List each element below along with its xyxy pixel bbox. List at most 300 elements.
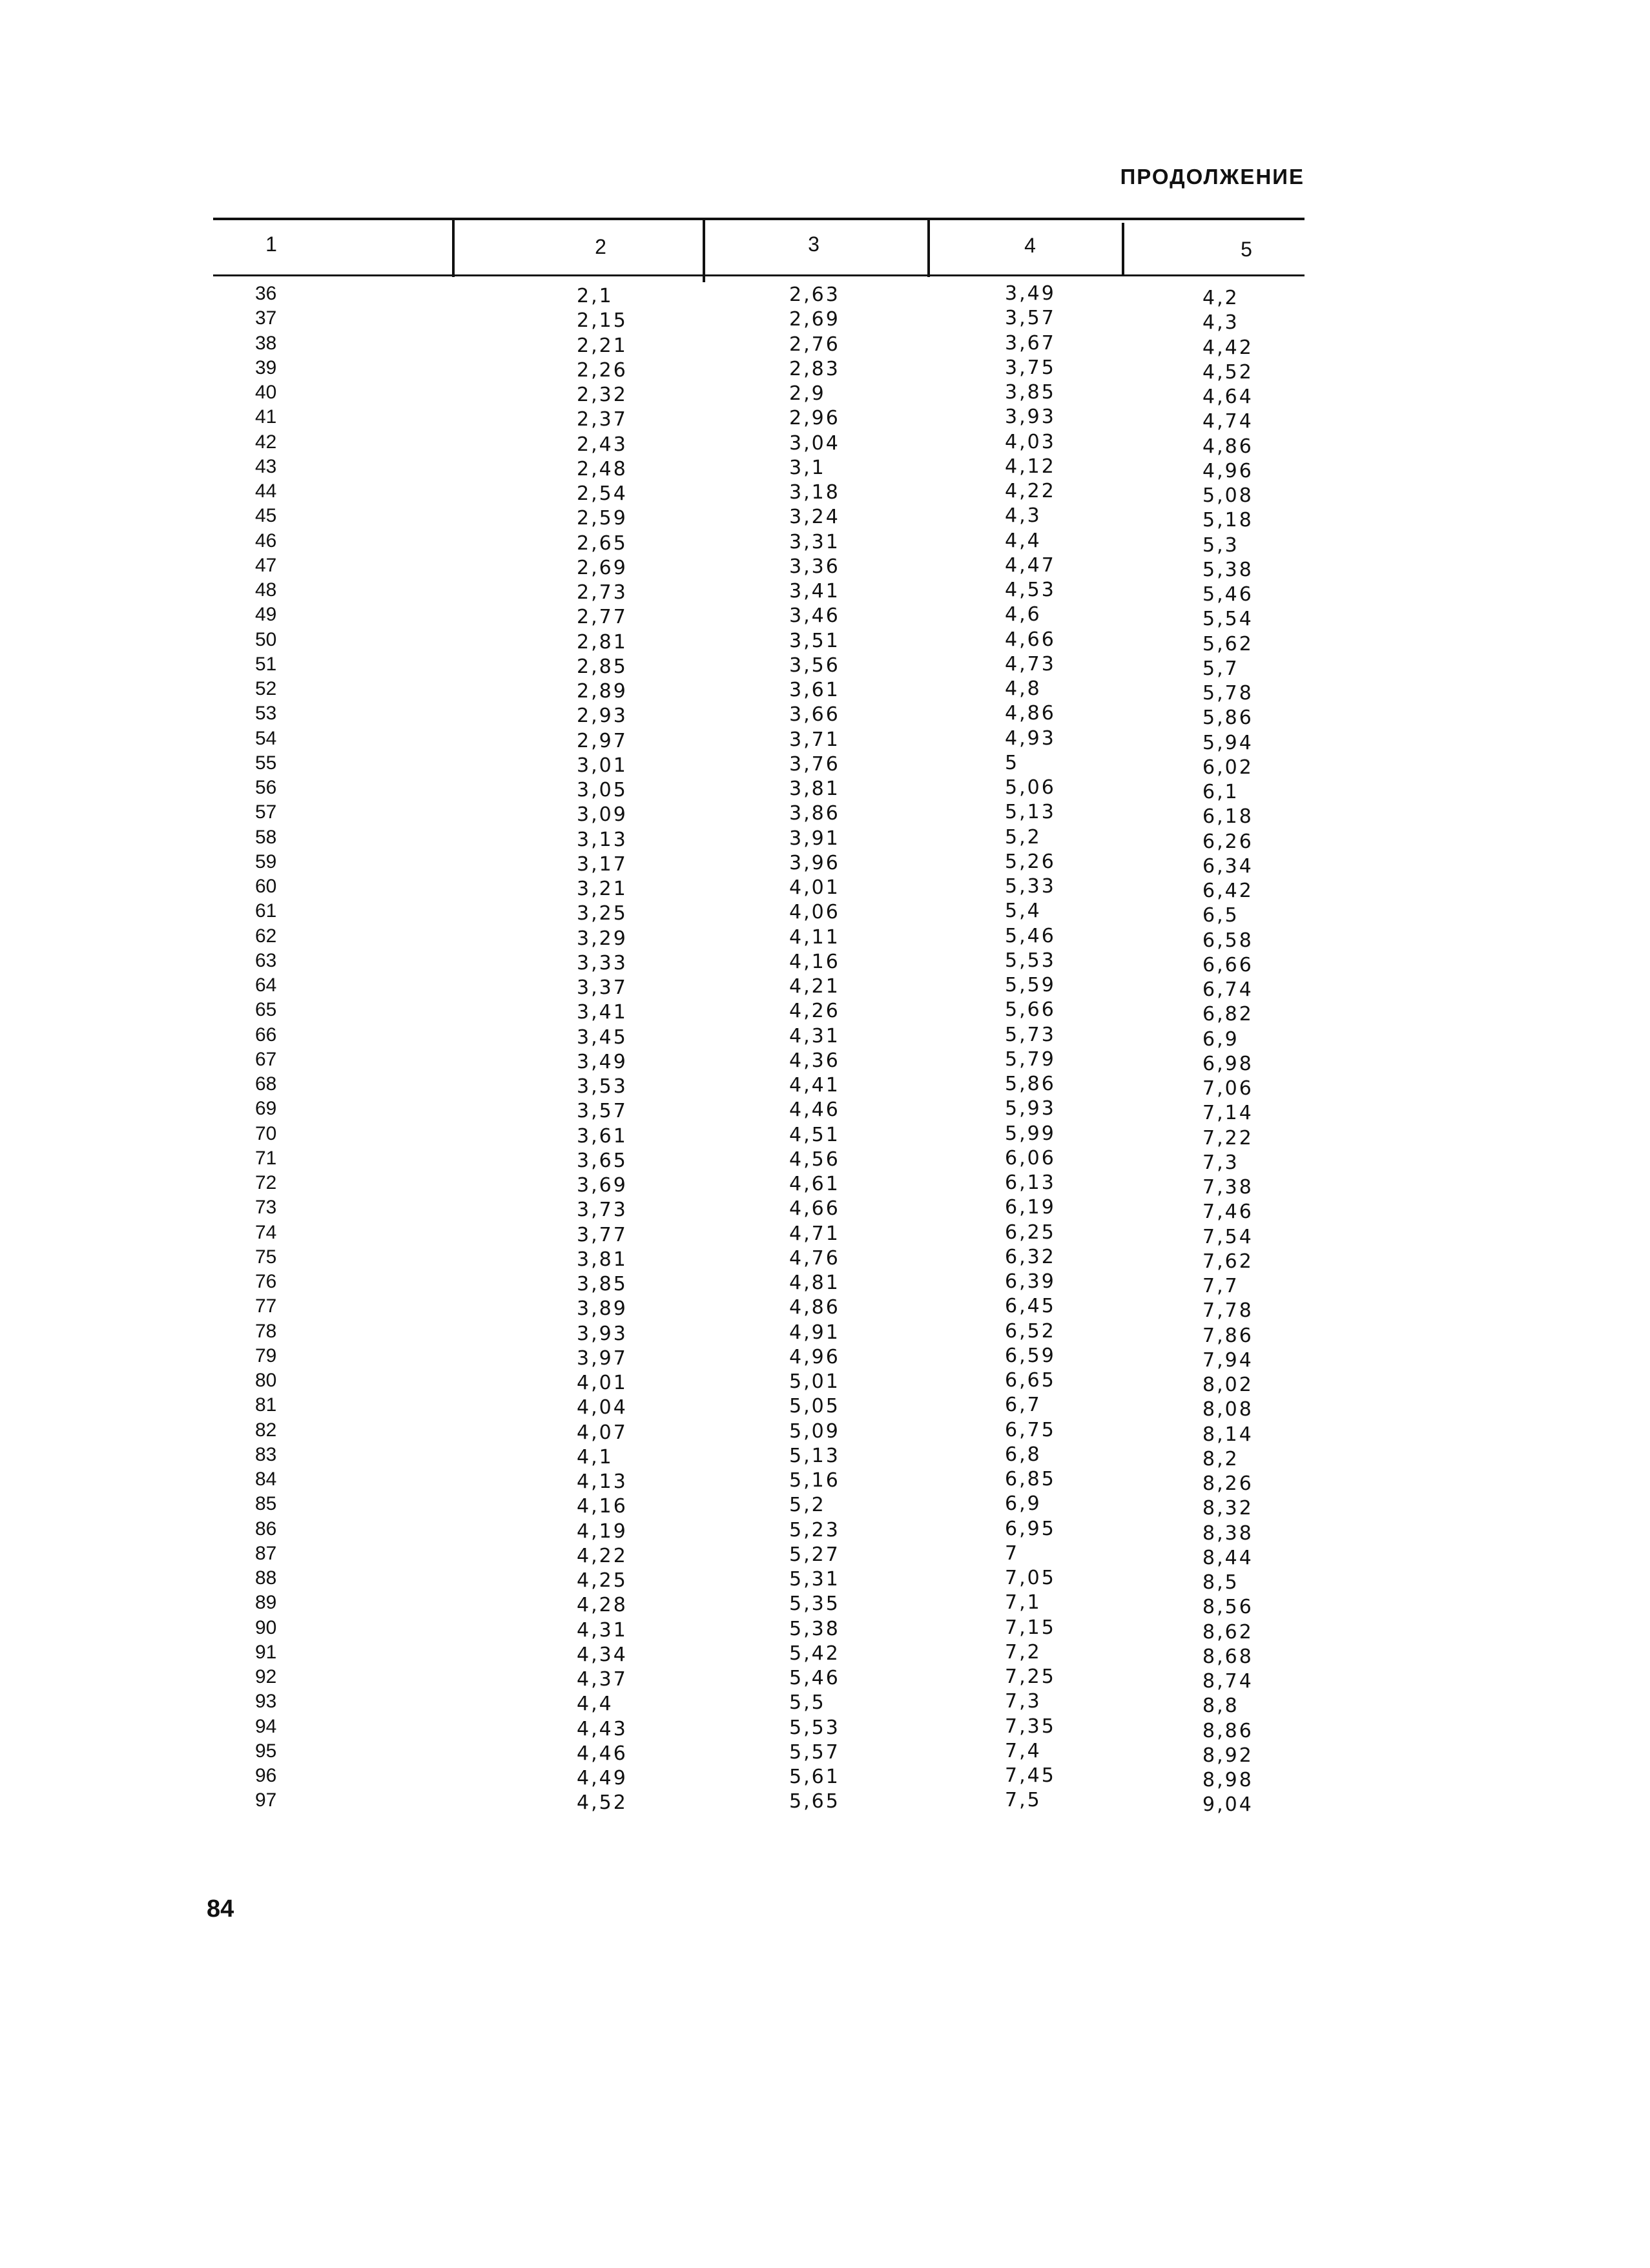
table-cell-col-2: 3,17 <box>577 852 628 876</box>
table-cell-col-1: 89 <box>255 1592 277 1614</box>
table-cell-col-1: 64 <box>255 974 277 996</box>
column-header-2: 2 <box>595 235 606 258</box>
table-cell-col-1: 38 <box>255 332 277 354</box>
table-cell-col-1: 71 <box>255 1147 277 1169</box>
table-cell-col-1: 80 <box>255 1370 277 1391</box>
table-cell-col-4: 6,32 <box>1005 1245 1056 1268</box>
table-cell-col-5: 5,94 <box>1202 731 1253 754</box>
table-cell-col-4: 7,2 <box>1005 1640 1042 1664</box>
table-cell-col-2: 4,19 <box>577 1520 628 1543</box>
table-row <box>0 405 1650 433</box>
table-cell-col-1: 74 <box>255 1221 277 1243</box>
table-cell-col-4: 6,59 <box>1005 1344 1056 1367</box>
table-cell-col-3: 2,76 <box>789 333 840 356</box>
table-row <box>0 973 1650 1001</box>
table-cell-col-3: 3,91 <box>789 827 840 850</box>
table-cell-col-5: 7,14 <box>1202 1102 1253 1125</box>
table-cell-col-4: 5,79 <box>1005 1047 1056 1071</box>
table-cell-col-5: 6,34 <box>1202 854 1253 878</box>
table-cell-col-3: 2,96 <box>789 407 840 430</box>
table-cell-col-4: 4,86 <box>1005 702 1056 725</box>
table-row <box>0 306 1650 335</box>
table-cell-col-5: 8,98 <box>1202 1769 1253 1791</box>
table-cell-col-3: 3,46 <box>789 604 840 628</box>
table-cell-col-2: 4,52 <box>577 1791 628 1815</box>
table-cell-col-1: 60 <box>255 876 277 897</box>
table-cell-col-3: 5,2 <box>789 1494 826 1517</box>
table-cell-col-1: 65 <box>255 999 277 1021</box>
table-cell-col-3: 3,96 <box>789 851 840 874</box>
table-cell-col-5: 6,58 <box>1202 929 1253 952</box>
table-cell-col-3: 5,05 <box>789 1395 840 1418</box>
table-cell-col-3: 5,61 <box>789 1766 840 1788</box>
table-cell-col-4: 3,67 <box>1005 331 1056 355</box>
table-cell-col-1: 59 <box>255 850 277 872</box>
table-cell-col-1: 42 <box>255 431 277 453</box>
table-cell-col-4: 4,53 <box>1005 579 1056 601</box>
table-cell-col-5: 5,38 <box>1202 558 1253 581</box>
table-cell-col-1: 87 <box>255 1542 277 1564</box>
table-cell-col-3: 5,23 <box>789 1518 840 1541</box>
table-row <box>0 1689 1650 1718</box>
table-cell-col-5: 6,74 <box>1202 978 1253 1001</box>
table-cell-col-2: 3,97 <box>577 1346 628 1370</box>
table-cell-col-5: 7,94 <box>1202 1348 1253 1372</box>
table-row <box>0 1122 1650 1149</box>
table-cell-col-1: 37 <box>255 307 277 329</box>
table-cell-col-1: 55 <box>255 752 277 774</box>
column-header-5: 5 <box>1241 238 1252 261</box>
table-row <box>0 751 1650 779</box>
table-cell-col-3: 4,36 <box>789 1049 840 1072</box>
table-cell-col-2: 3,65 <box>577 1149 628 1172</box>
table-cell-col-3: 4,41 <box>789 1074 840 1097</box>
table-cell-col-4: 5,4 <box>1005 900 1042 923</box>
table-cell-col-2: 3,73 <box>577 1199 628 1222</box>
table-cell-col-4: 4,03 <box>1005 430 1056 453</box>
table-cell-col-2: 2,93 <box>577 705 628 728</box>
table-cell-col-3: 4,46 <box>789 1098 840 1122</box>
table-row <box>0 1739 1650 1767</box>
table-cell-col-4: 3,57 <box>1005 307 1056 330</box>
table-cell-col-3: 3,31 <box>789 530 840 553</box>
table-cell-col-1: 54 <box>255 727 277 749</box>
table-row <box>0 1195 1650 1224</box>
column-header-4: 4 <box>1024 234 1036 257</box>
table-cell-col-4: 5,06 <box>1005 776 1056 799</box>
table-cell-col-3: 5,13 <box>789 1444 840 1467</box>
table-cell-col-4: 5,93 <box>1005 1097 1056 1120</box>
table-cell-col-4: 3,49 <box>1005 282 1056 305</box>
table-row <box>0 1640 1650 1668</box>
table-cell-col-4: 6,65 <box>1005 1369 1056 1392</box>
table-body <box>0 282 1650 1817</box>
table-cell-col-2: 3,69 <box>577 1174 628 1197</box>
table-cell-col-4: 7,05 <box>1005 1567 1056 1589</box>
table-cell-col-1: 90 <box>255 1616 277 1638</box>
table-cell-col-1: 82 <box>255 1419 277 1441</box>
table-cell-col-5: 7,22 <box>1202 1126 1253 1149</box>
table-row <box>0 1047 1650 1075</box>
table-cell-col-1: 48 <box>255 579 277 601</box>
table-cell-col-3: 4,56 <box>789 1148 840 1171</box>
table-cell-col-5: 4,86 <box>1202 435 1253 458</box>
table-row <box>0 1171 1650 1199</box>
table-cell-col-4: 5,86 <box>1005 1073 1056 1095</box>
table-cell-col-4: 5,2 <box>1005 825 1042 849</box>
table-cell-col-4: 7,15 <box>1005 1616 1056 1639</box>
table-cell-col-3: 5,35 <box>789 1593 840 1616</box>
table-cell-col-2: 2,69 <box>577 556 628 579</box>
table-cell-col-3: 3,04 <box>789 431 840 455</box>
table-cell-col-3: 4,06 <box>789 901 840 924</box>
table-cell-col-3: 4,31 <box>789 1024 840 1047</box>
table-row <box>0 825 1650 853</box>
table-row <box>0 652 1650 680</box>
table-row <box>0 1418 1650 1446</box>
table-cell-col-4: 5,66 <box>1005 998 1056 1022</box>
table-cell-col-2: 3,77 <box>577 1223 628 1246</box>
table-cell-col-3: 3,36 <box>789 555 840 578</box>
table-cell-col-1: 44 <box>255 480 277 502</box>
table-cell-col-4: 4,8 <box>1005 677 1042 700</box>
table-cell-col-2: 2,65 <box>577 531 628 555</box>
table-cell-col-2: 4,43 <box>577 1717 628 1740</box>
table-cell-col-5: 5,86 <box>1202 706 1253 730</box>
table-cell-col-4: 6,9 <box>1005 1492 1042 1516</box>
table-cell-col-4: 6,45 <box>1005 1295 1056 1318</box>
table-cell-col-4: 7,1 <box>1005 1591 1042 1614</box>
table-cell-col-3: 3,56 <box>789 654 840 677</box>
table-row <box>0 356 1650 384</box>
table-cell-col-2: 3,09 <box>577 803 628 827</box>
table-cell-col-4: 5,13 <box>1005 801 1056 824</box>
table-cell-col-3: 5,31 <box>789 1568 840 1591</box>
table-cell-col-5: 5,78 <box>1202 682 1253 705</box>
table-cell-col-1: 88 <box>255 1567 277 1589</box>
table-cell-col-5: 5,3 <box>1202 533 1239 557</box>
table-cell-col-3: 4,86 <box>789 1296 840 1319</box>
table-row <box>0 578 1650 606</box>
table-cell-col-5: 8,5 <box>1202 1571 1239 1594</box>
page-number: 84 <box>207 1895 234 1923</box>
table-cell-col-2: 3,21 <box>577 878 628 900</box>
table-cell-col-2: 3,41 <box>577 1001 628 1024</box>
table-row <box>0 899 1650 927</box>
table-cell-col-2: 4,07 <box>577 1421 628 1444</box>
table-row <box>0 1541 1650 1569</box>
table-cell-col-3: 4,91 <box>789 1321 840 1344</box>
table-cell-col-4: 5,53 <box>1005 949 1056 972</box>
table-row <box>0 628 1650 655</box>
table-cell-col-1: 52 <box>255 678 277 699</box>
table-cell-col-5: 7,3 <box>1202 1151 1239 1174</box>
table-cell-col-1: 47 <box>255 554 277 576</box>
table-cell-col-2: 2,37 <box>577 408 628 431</box>
table-row <box>0 1319 1650 1347</box>
table-cell-col-1: 73 <box>255 1197 277 1219</box>
table-cell-col-5: 4,74 <box>1202 410 1253 433</box>
table-cell-col-4: 6,85 <box>1005 1468 1056 1490</box>
table-cell-col-2: 3,53 <box>577 1075 628 1098</box>
table-cell-col-5: 6,26 <box>1202 830 1253 853</box>
table-cell-col-1: 57 <box>255 801 277 823</box>
table-cell-col-3: 4,26 <box>789 1000 840 1023</box>
table-cell-col-2: 3,45 <box>577 1026 628 1049</box>
table-cell-col-5: 6,02 <box>1202 756 1253 779</box>
table-cell-col-1: 93 <box>255 1691 277 1713</box>
table-cell-col-5: 8,08 <box>1202 1398 1253 1421</box>
table-row <box>0 924 1650 952</box>
table-row <box>0 1023 1650 1051</box>
table-row <box>0 331 1650 359</box>
column-header-1: 1 <box>265 232 277 256</box>
table-cell-col-5: 7,78 <box>1202 1299 1253 1323</box>
table-cell-col-3: 2,83 <box>789 357 840 380</box>
table-cell-col-2: 2,43 <box>577 433 628 456</box>
table-cell-col-2: 3,93 <box>577 1322 628 1345</box>
table-cell-col-1: 92 <box>255 1666 277 1687</box>
table-cell-col-1: 63 <box>255 949 277 971</box>
table-cell-col-2: 4,31 <box>577 1618 628 1642</box>
table-cell-col-4: 4,93 <box>1005 727 1056 750</box>
table-top-rule <box>213 218 1305 220</box>
table-cell-col-3: 5,57 <box>789 1740 840 1764</box>
table-cell-col-2: 2,48 <box>577 457 628 480</box>
table-cell-col-4: 6,39 <box>1005 1270 1056 1293</box>
table-cell-col-1: 75 <box>255 1246 277 1268</box>
table-cell-col-1: 68 <box>255 1073 277 1095</box>
table-cell-col-3: 2,9 <box>789 382 826 405</box>
table-cell-col-5: 6,5 <box>1202 904 1239 927</box>
table-cell-col-5: 5,54 <box>1202 608 1253 631</box>
table-row <box>0 1492 1650 1520</box>
table-cell-col-4: 5,73 <box>1005 1023 1056 1046</box>
table-row <box>0 1344 1650 1372</box>
table-cell-col-3: 2,63 <box>789 284 840 306</box>
table-cell-col-1: 46 <box>255 530 277 552</box>
table-cell-col-3: 3,18 <box>789 481 840 504</box>
table-cell-col-1: 45 <box>255 505 277 527</box>
table-cell-col-5: 8,56 <box>1202 1596 1253 1619</box>
table-cell-col-2: 2,77 <box>577 606 628 629</box>
table-cell-col-4: 6,25 <box>1005 1221 1056 1244</box>
table-cell-col-2: 3,29 <box>577 927 628 950</box>
table-row <box>0 455 1650 482</box>
table-cell-col-2: 3,37 <box>577 976 628 999</box>
table-cell-col-2: 2,73 <box>577 581 628 604</box>
table-cell-col-5: 6,1 <box>1202 781 1239 803</box>
table-cell-col-2: 4,01 <box>577 1372 628 1394</box>
table-cell-col-5: 6,9 <box>1202 1027 1239 1051</box>
table-cell-col-4: 3,75 <box>1005 356 1056 379</box>
column-divider <box>927 218 930 277</box>
table-cell-col-2: 3,13 <box>577 828 628 851</box>
table-cell-col-2: 2,89 <box>577 680 628 703</box>
table-row <box>0 701 1650 730</box>
table-cell-col-2: 4,1 <box>577 1445 614 1469</box>
table-cell-col-2: 3,57 <box>577 1100 628 1123</box>
table-cell-col-5: 6,18 <box>1202 805 1253 829</box>
table-cell-col-5: 4,96 <box>1202 459 1253 482</box>
table-cell-col-3: 5,65 <box>789 1790 840 1813</box>
table-row <box>0 874 1650 902</box>
continuation-label: ПРОДОЛЖЕНИЕ <box>1120 165 1305 189</box>
table-cell-col-4: 3,93 <box>1005 406 1056 429</box>
column-header-3: 3 <box>808 232 820 256</box>
column-divider <box>1122 223 1124 276</box>
table-cell-col-1: 94 <box>255 1715 277 1737</box>
table-cell-col-4: 5,59 <box>1005 974 1056 996</box>
table-cell-col-1: 97 <box>255 1789 277 1811</box>
table-cell-col-1: 96 <box>255 1765 277 1786</box>
table-cell-col-4: 6,8 <box>1005 1443 1042 1466</box>
table-cell-col-1: 67 <box>255 1048 277 1070</box>
table-cell-col-2: 4,49 <box>577 1767 628 1789</box>
table-cell-col-4: 4,4 <box>1005 529 1042 552</box>
table-cell-col-5: 5,18 <box>1202 509 1253 532</box>
table-cell-col-4: 6,52 <box>1005 1319 1056 1343</box>
table-row <box>0 1715 1650 1742</box>
table-cell-col-2: 2,15 <box>577 309 628 333</box>
table-cell-col-5: 8,92 <box>1202 1744 1253 1767</box>
table-cell-col-3: 4,71 <box>789 1222 840 1245</box>
table-cell-col-3: 5,46 <box>789 1667 840 1689</box>
table-cell-col-5: 8,02 <box>1202 1374 1253 1396</box>
table-cell-col-2: 3,49 <box>577 1050 628 1073</box>
table-cell-col-2: 2,26 <box>577 358 628 382</box>
table-cell-col-3: 3,61 <box>789 679 840 701</box>
table-cell-col-3: 3,71 <box>789 728 840 751</box>
table-cell-col-2: 3,61 <box>577 1124 628 1148</box>
table-header-rule <box>213 274 1305 276</box>
table-cell-col-2: 4,37 <box>577 1668 628 1691</box>
table-row <box>0 1097 1650 1125</box>
table-cell-col-4: 4,22 <box>1005 480 1056 502</box>
table-row <box>0 1368 1650 1396</box>
table-cell-col-1: 79 <box>255 1345 277 1366</box>
table-cell-col-1: 40 <box>255 382 277 403</box>
table-row <box>0 677 1650 705</box>
table-cell-col-4: 7,3 <box>1005 1690 1042 1713</box>
table-cell-col-4: 4,47 <box>1005 553 1056 577</box>
table-cell-col-5: 5,7 <box>1202 657 1239 680</box>
table-cell-col-5: 7,86 <box>1202 1324 1253 1347</box>
table-cell-col-3: 5,16 <box>789 1469 840 1492</box>
table-cell-col-5: 7,06 <box>1202 1077 1253 1100</box>
table-cell-col-4: 3,85 <box>1005 381 1056 404</box>
table-cell-col-4: 4,73 <box>1005 652 1056 675</box>
table-cell-col-1: 86 <box>255 1518 277 1540</box>
table-row <box>0 998 1650 1026</box>
table-cell-col-1: 77 <box>255 1295 277 1317</box>
table-cell-col-3: 5,5 <box>789 1691 826 1715</box>
table-cell-col-4: 7,35 <box>1005 1715 1056 1738</box>
table-cell-col-2: 3,85 <box>577 1273 628 1295</box>
table-row <box>0 1517 1650 1545</box>
table-cell-col-5: 4,64 <box>1202 386 1253 408</box>
table-cell-col-1: 69 <box>255 1098 277 1120</box>
table-cell-col-1: 85 <box>255 1493 277 1515</box>
table-cell-col-4: 4,6 <box>1005 603 1042 626</box>
table-cell-col-4: 4,12 <box>1005 455 1056 478</box>
table-cell-col-2: 2,21 <box>577 334 628 357</box>
table-cell-col-4: 5,26 <box>1005 850 1056 873</box>
table-row <box>0 1245 1650 1273</box>
table-cell-col-1: 72 <box>255 1172 277 1193</box>
table-cell-col-1: 41 <box>255 406 277 428</box>
column-divider <box>452 218 455 277</box>
table-row <box>0 282 1650 309</box>
table-cell-col-1: 95 <box>255 1740 277 1762</box>
table-row <box>0 1616 1650 1644</box>
table-cell-col-2: 4,04 <box>577 1396 628 1419</box>
table-cell-col-1: 53 <box>255 703 277 725</box>
table-cell-col-5: 5,62 <box>1202 632 1253 655</box>
table-row <box>0 1221 1650 1248</box>
table-cell-col-1: 78 <box>255 1320 277 1342</box>
table-cell-col-3: 3,76 <box>789 752 840 776</box>
table-cell-col-1: 84 <box>255 1469 277 1490</box>
table-cell-col-5: 8,68 <box>1202 1645 1253 1668</box>
table-row <box>0 603 1650 631</box>
table-cell-col-3: 5,27 <box>789 1543 840 1566</box>
table-cell-col-5: 8,8 <box>1202 1695 1239 1718</box>
table-cell-col-2: 3,25 <box>577 902 628 925</box>
table-cell-col-4: 7,45 <box>1005 1764 1056 1787</box>
table-cell-col-5: 6,82 <box>1202 1003 1253 1026</box>
table-cell-col-3: 4,11 <box>789 925 840 949</box>
table-cell-col-1: 51 <box>255 653 277 675</box>
table-cell-col-4: 7,4 <box>1005 1739 1042 1762</box>
table-cell-col-5: 8,32 <box>1202 1497 1253 1520</box>
table-cell-col-3: 4,16 <box>789 950 840 973</box>
table-cell-col-3: 4,66 <box>789 1197 840 1221</box>
table-row <box>0 1591 1650 1619</box>
table-cell-col-4: 4,66 <box>1005 628 1056 651</box>
table-cell-col-5: 8,38 <box>1202 1521 1253 1545</box>
table-cell-col-3: 5,09 <box>789 1419 840 1443</box>
table-cell-col-2: 2,81 <box>577 630 628 654</box>
table-row <box>0 1467 1650 1495</box>
table-cell-col-1: 36 <box>255 283 277 304</box>
table-row <box>0 1393 1650 1421</box>
table-cell-col-2: 3,89 <box>577 1297 628 1321</box>
table-cell-col-4: 7,25 <box>1005 1665 1056 1688</box>
table-cell-col-2: 4,4 <box>577 1693 614 1716</box>
table-cell-col-3: 3,51 <box>789 629 840 652</box>
table-row <box>0 1294 1650 1323</box>
table-cell-col-3: 5,38 <box>789 1617 840 1640</box>
table-row <box>0 1764 1650 1791</box>
table-row <box>0 1072 1650 1100</box>
table-row <box>0 1443 1650 1470</box>
table-cell-col-3: 2,69 <box>789 308 840 331</box>
table-cell-col-4: 6,19 <box>1005 1196 1056 1219</box>
table-cell-col-3: 4,21 <box>789 975 840 998</box>
table-cell-col-4: 4,3 <box>1005 504 1042 528</box>
table-cell-col-4: 6,75 <box>1005 1418 1056 1441</box>
table-cell-col-3: 5,42 <box>789 1642 840 1665</box>
table-cell-col-2: 2,32 <box>577 384 628 406</box>
table-row <box>0 479 1650 507</box>
table-cell-col-5: 7,46 <box>1202 1201 1253 1224</box>
table-cell-col-3: 4,01 <box>789 876 840 899</box>
table-cell-col-2: 4,13 <box>577 1470 628 1493</box>
table-cell-col-4: 5,33 <box>1005 875 1056 898</box>
table-cell-col-5: 6,42 <box>1202 880 1253 902</box>
table-row <box>0 776 1650 803</box>
